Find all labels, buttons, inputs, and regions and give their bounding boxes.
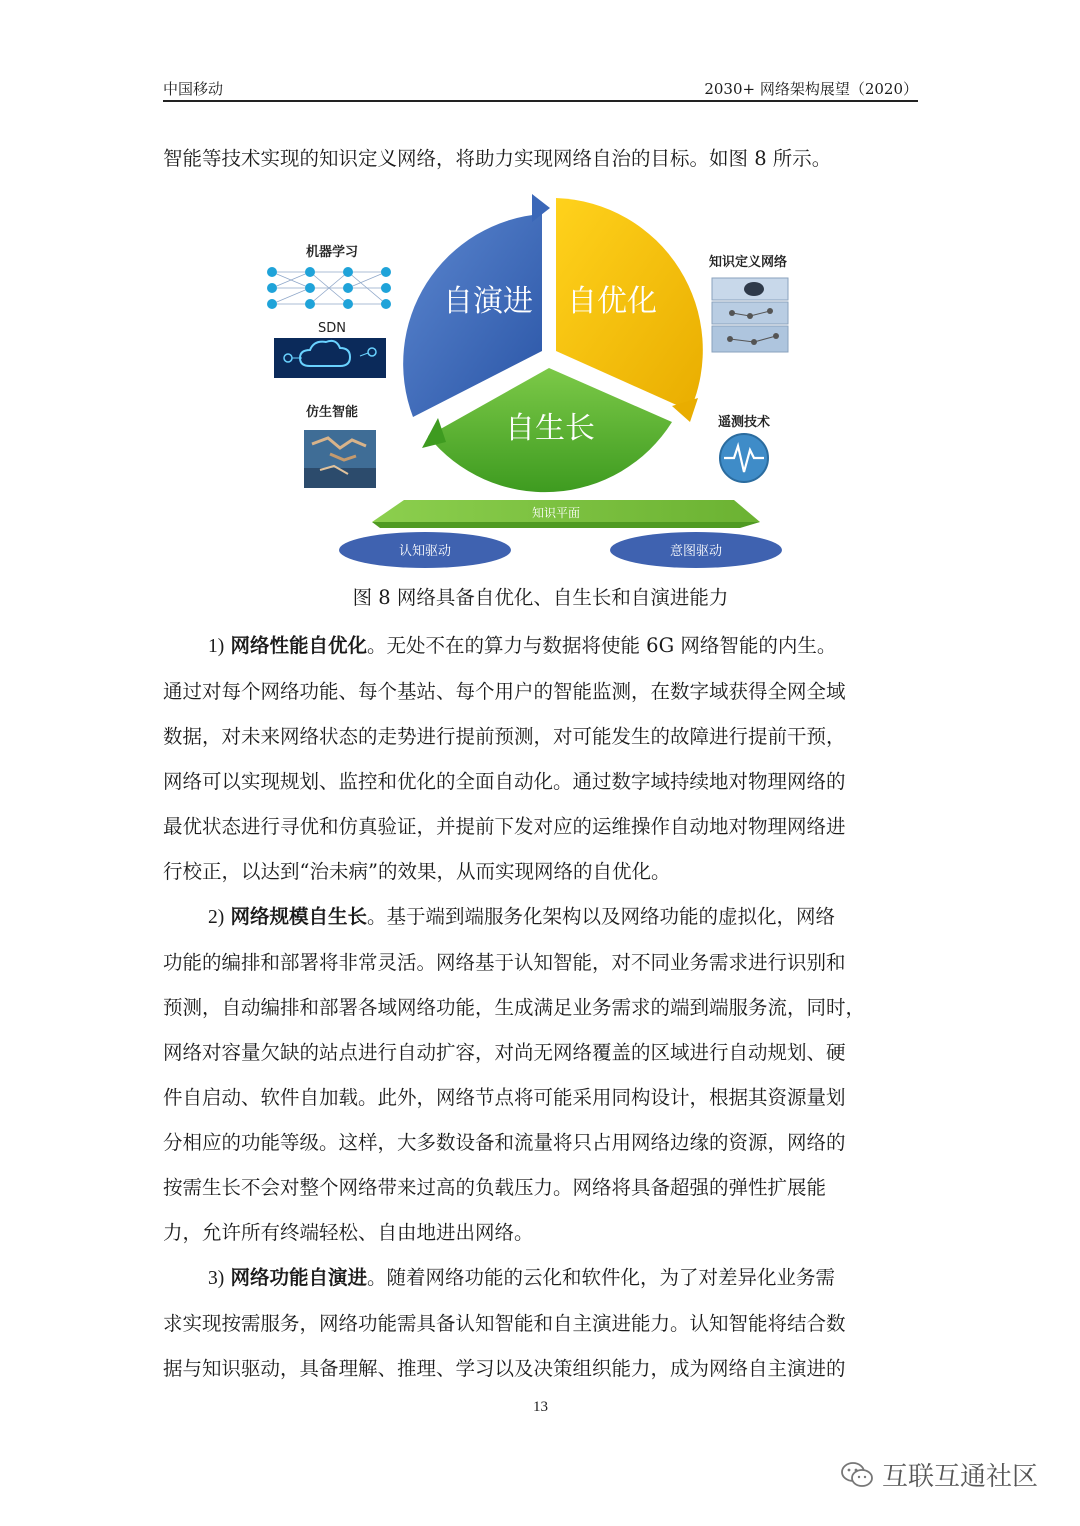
label-self-optimization: 自优化 xyxy=(567,284,657,319)
watermark xyxy=(840,1456,1038,1493)
label-sdn: SDN xyxy=(318,321,346,336)
item-title: 网络功能自演进 xyxy=(230,1266,367,1289)
paragraph-line: 行校正，以达到“治未病”的效果，从而实现网络的自优化。 xyxy=(163,860,671,883)
item-title: 网络性能自优化 xyxy=(230,634,367,657)
label-self-evolution: 自演进 xyxy=(443,284,533,319)
paragraph-line: 预测，自动编排和部署各域网络功能，生成满足业务需求的端到端服务流，同时， xyxy=(163,996,866,1019)
figure-caption: 图 8 网络具备自优化、自生长和自演进能力 xyxy=(352,586,729,609)
page-header xyxy=(163,76,918,102)
cloud-network-icon xyxy=(274,338,386,378)
paragraph-line: 网络可以实现规划、监控和优化的全面自动化。通过数字域持续地对物理网络的 xyxy=(163,770,846,793)
item-number: 3) xyxy=(208,1268,225,1289)
paragraph-line: 网络对容量欠缺的站点进行自动扩容，对尚无网络覆盖的区域进行自动规划、硬 xyxy=(163,1041,846,1064)
neural-network-icon xyxy=(267,267,391,309)
label-self-growth: 自生长 xyxy=(505,411,595,446)
wechat-icon xyxy=(840,1461,874,1489)
lead-paragraph xyxy=(163,136,918,181)
figure-8 xyxy=(260,186,820,576)
paragraph-line: 功能的编排和部署将非常灵活。网络基于认知智能，对不同业务需求进行识别和 xyxy=(163,951,846,974)
knowledge-plane-face xyxy=(372,522,760,528)
watermark-text: 互联互通社区 xyxy=(882,1462,1039,1492)
paragraph-1 xyxy=(163,623,918,894)
paragraph-line: 数据，对未来网络状态的走势进行提前预测，对可能发生的故障进行提前干预， xyxy=(163,725,846,748)
item-number: 2) xyxy=(208,907,225,928)
lead-line: 智能等技术实现的知识定义网络，将助力实现网络自治的目标。如图 8 所示。 xyxy=(163,147,832,170)
header-doc-title: 2030+ 网络架构展望（2020） xyxy=(704,80,918,98)
knowledge-stack-icon xyxy=(712,278,788,352)
paragraph-line xyxy=(163,623,918,669)
telemetry-icon xyxy=(720,434,768,482)
figure-diagram xyxy=(260,186,820,576)
body-paragraphs xyxy=(163,623,918,1391)
paragraph-line: 通过对每个网络功能、每个基站、每个用户的智能监测，在数字域获得全网全域 xyxy=(163,680,846,703)
label-machine-learning: 机器学习 xyxy=(305,245,359,260)
paragraph-line: 力，允许所有终端轻松、自由地进出网络。 xyxy=(163,1221,534,1244)
paragraph-line: 按需生长不会对整个网络带来过高的负载压力。网络将具备超强的弹性扩展能 xyxy=(163,1176,827,1199)
item-number: 1) xyxy=(208,636,225,657)
label-knowledge-defined-network: 知识定义网络 xyxy=(708,255,788,270)
label-telemetry: 遥测技术 xyxy=(717,415,771,430)
page-number: 13 xyxy=(533,1399,548,1415)
paragraph-line xyxy=(163,1255,918,1301)
paragraph-line: 求实现按需服务，网络功能需具备认知智能和自主演进能力。认知智能将结合数 xyxy=(163,1312,846,1335)
paragraph-3 xyxy=(163,1255,918,1391)
paragraph-line-text: 。随着网络功能的云化和软件化，为了对差异化业务需 xyxy=(366,1266,835,1289)
header-org: 中国移动 xyxy=(163,80,224,98)
paragraph-line-text: 。基于端到端服务化架构以及网络功能的虚拟化，网络 xyxy=(366,905,835,928)
label-knowledge-plane: 知识平面 xyxy=(531,506,581,520)
paragraph-line xyxy=(163,894,918,940)
paragraph-line: 件自启动、软件自加载。此外，网络节点将可能采用同构设计，根据其资源量划 xyxy=(163,1086,846,1109)
item-title: 网络规模自生长 xyxy=(230,905,367,928)
bionic-image xyxy=(304,430,376,488)
paragraph-line-text: 。无处不在的算力与数据将使能 6G 网络智能的内生。 xyxy=(366,634,837,657)
label-cognitive-driver: 认知驱动 xyxy=(398,544,452,559)
paragraph-line: 据与知识驱动，具备理解、推理、学习以及决策组织能力，成为网络自主演进的 xyxy=(163,1357,846,1380)
paragraph-line: 最优状态进行寻优和仿真验证，并提前下发对应的运维操作自动地对物理网络进 xyxy=(163,815,846,838)
paragraph-line: 分相应的功能等级。这样，大多数设备和流量将只占用网络边缘的资源，网络的 xyxy=(163,1131,846,1154)
label-bionic-intelligence: 仿生智能 xyxy=(305,405,359,420)
label-intent-driver: 意图驱动 xyxy=(669,544,723,559)
paragraph-2 xyxy=(163,894,918,1255)
